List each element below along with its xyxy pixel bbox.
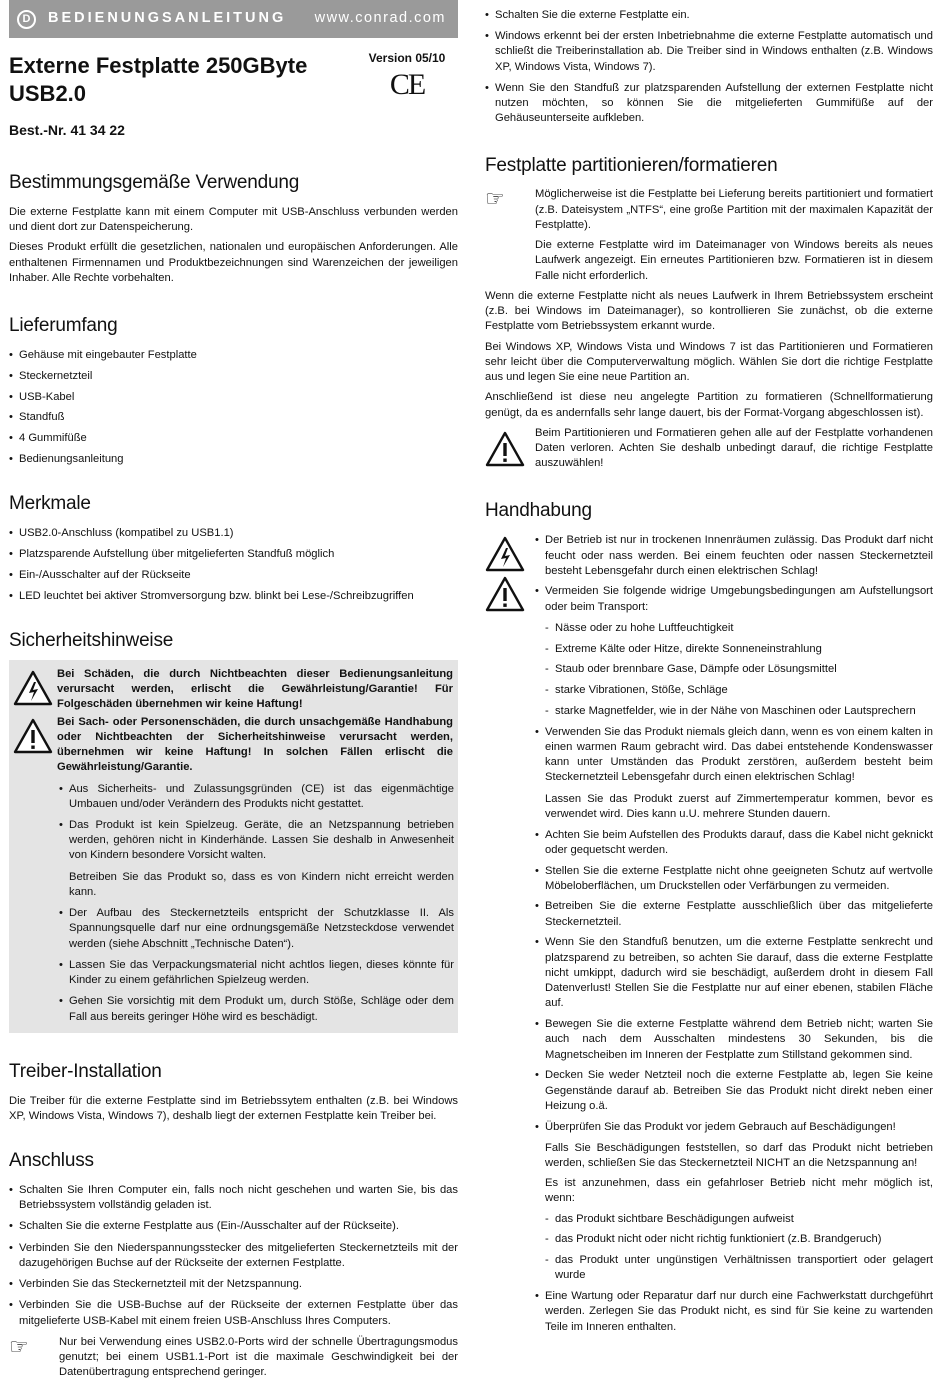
- left-column: [9, 0, 458, 1386]
- safety-list-wrap: [59, 782, 456, 1025]
- paragraph: Lassen Sie das Produkt zuerst auf Zimmertemperatur kommen, bevor es verwendet wird. Dies kann u.U. mehrere Stunden dauern.: [545, 792, 933, 820]
- list-item: • USB-Kabel: [9, 390, 458, 405]
- list-item: - Extreme Kälte oder Hitze, direkte Sonneneinstrahlung: [545, 642, 933, 657]
- header-title: BEDIENUNGSANLEITUNG: [48, 10, 287, 27]
- list-item: • Verwenden Sie das Produkt niemals gleich dann, wenn es von einem kalten in einen warmen Raum gebracht wird. Das dabei entstehende Kondenswasser kann unter Umständen das Produkt zerstören, außerdem besteht beim Steckernetzteil Lebensgefahr durch einen elektrischen Schlag! Lassen Sie das Produkt zuerst auf Zimmertemperatur kommen, bevor es verwendet wird. Dies kann u.U. mehrere Stunden dauern.: [535, 725, 933, 822]
- paragraph: Bei Windows XP, Windows Vista und Windows 7 ist das Partitionieren und Formatieren sehr leicht über die Computerverwaltung möglich. Wählen Sie dort die richtige Festplatte aus und legen Sie eine neue Partition an.: [485, 340, 933, 384]
- version-block: [362, 50, 452, 101]
- paragraph: Die externe Festplatte kann mit einem Computer mit USB-Anschluss verbunden werden und dient dort zur Datenspeicherung.: [9, 205, 458, 234]
- scope-list: [9, 348, 458, 467]
- list-item: • Decken Sie weder Netzteil noch die externe Festplatte ab, legen Sie keine Gegenstände darauf ab. Betreiben Sie das Produkt nicht direkt neben einer Heizung o.ä.: [535, 1068, 933, 1114]
- list-item: • Das Produkt ist kein Spielzeug. Geräte, die an Netzspannung betrieben werden, gehören nicht in Kinderhände. Lassen Sie deshalb in Anwesenheit von Kindern besondere Vorsicht walten. Betreiben Sie das Produkt so, dass es von Kindern nicht erreicht werden kann.: [59, 818, 454, 900]
- list-item: • USB2.0-Anschluss (kompatibel zu USB1.1): [9, 526, 458, 541]
- note-block: [485, 187, 933, 288]
- list-item: - das Produkt nicht oder nicht richtig funktioniert (z.B. Brandgeruch): [545, 1232, 933, 1247]
- heading-features: Merkmale: [9, 493, 91, 515]
- list-item: • Schalten Sie die externe Festplatte ein.: [485, 8, 933, 23]
- pointing-hand-icon: ☞: [9, 1333, 29, 1359]
- list-item: • Stellen Sie die externe Festplatte nicht ohne geeigneten Schutz auf wertvolle Möbeloberflächen, um Druckstellen oder Verfärbungen zu vermeiden.: [535, 864, 933, 894]
- heading-handling: Handhabung: [485, 500, 592, 522]
- connection-list-continued: [485, 8, 933, 127]
- list-item: • Schalten Sie Ihren Computer ein, falls noch nicht geschehen und warten Sie, bis das Betriebssystem vollständig geladen ist.: [9, 1183, 458, 1213]
- handling-icons: [485, 533, 535, 1340]
- note-block: [9, 1335, 458, 1386]
- electric-warning-icon: [485, 535, 525, 573]
- list-item: • Verbinden Sie die USB-Buchse auf der Rückseite der externen Festplatte über das mitgelieferte USB-Kabel mit einem freien USB-Anschluss Ihres Computers.: [9, 1298, 458, 1328]
- list-item: • Platzsparende Aufstellung über mitgelieferten Standfuß möglich: [9, 547, 458, 562]
- order-number: Best.-Nr. 41 34 22: [9, 122, 125, 138]
- list-item: • Bewegen Sie die externe Festplatte während dem Betrieb nicht; warten Sie auch nach dem Ausschalten mindestens 30 Sekunden, bis die Magnetscheiben im Inneren der Festplatte zum Stillstand gekommen sind.: [535, 1017, 933, 1063]
- heading-scope-of-delivery: Lieferumfang: [9, 315, 118, 337]
- list-item: • Bedienungsanleitung: [9, 452, 458, 467]
- handling-section: [485, 533, 933, 1340]
- heading-partition-format: Festplatte partitionieren/formatieren: [485, 154, 778, 176]
- warning-text: Bei Sach- oder Personenschäden, die durch unsachgemäße Handhabung oder Nichtbeachten der Sicherheitshinweise verursacht werden, übernehmen wir keine Haftung! In solchen Fällen erlischt die Gewährleistung/Garantie.: [57, 715, 453, 774]
- heading-intended-use: Bestimmungsgemäße Verwendung: [9, 172, 300, 194]
- list-item: • Überprüfen Sie das Produkt vor jedem Gebrauch auf Beschädigungen! Falls Sie Beschädigungen feststellen, so darf das Produkt nicht betrieben werden, schließen Sie das Steckernetzteil NICHT an die Netzspannung an! Es ist anzunehmen, dass ein gefahrloser Betrieb nicht mehr möglich ist, wenn: - das Produkt sichtbare Beschädigungen aufweist - das Produkt nicht oder nicht richtig funktioniert (z.B. Brandgeruch) - das Produkt unter ungünstigen Verhältnissen transportiert oder gelagert wurde: [535, 1120, 933, 1284]
- list-item: • Ein-/Ausschalter auf der Rückseite: [9, 568, 458, 583]
- list-item: • Achten Sie beim Aufstellen des Produkts darauf, dass die Kabel nicht geknickt oder gequetscht werden.: [535, 828, 933, 858]
- list-item: • Eine Wartung oder Reparatur darf nur durch eine Fachwerkstatt durchgeführt werden. Zerlegen Sie das Produkt nicht, es sind für Sie keine zu wartenden Teile im Inneren enthalten.: [535, 1289, 933, 1335]
- list-item: - Nässe oder zu hohe Luftfeuchtigkeit: [545, 621, 933, 636]
- heading-driver-installation: Treiber-Installation: [9, 1060, 162, 1082]
- safety-box: [9, 660, 458, 1033]
- conrad-logo-icon: D: [17, 10, 36, 29]
- heading-connection: Anschluss: [9, 1150, 94, 1172]
- paragraph: Falls Sie Beschädigungen feststellen, so darf das Produkt nicht betrieben werden, schließen Sie das Steckernetzteil NICHT an die Netzspannung an!: [545, 1141, 933, 1169]
- list-item: • Der Betrieb ist nur in trockenen Innenräumen zulässig. Das Produkt darf nicht feucht oder nass werden. Bei einem feuchten oder nassen Steckernetzteil besteht Lebensgefahr durch einen elektrischen Schlag!: [535, 533, 933, 579]
- damage-conditions-list: [545, 1212, 933, 1284]
- electric-warning-icon: [9, 667, 57, 713]
- ce-mark-icon: CE: [389, 68, 425, 102]
- list-item: - starke Vibrationen, Stöße, Schläge: [545, 683, 933, 698]
- safety-list: [59, 782, 454, 1025]
- exclamation-warning-icon: [485, 575, 525, 613]
- list-item: • Standfuß: [9, 410, 458, 425]
- list-item: • Gehäuse mit eingebauter Festplatte: [9, 348, 458, 363]
- list-item: - Staub oder brennbare Gase, Dämpfe oder Lösungsmittel: [545, 662, 933, 677]
- warning-row: [9, 667, 456, 713]
- pointing-hand-icon: ☞: [485, 186, 505, 212]
- paragraph: Die Treiber für die externe Festplatte sind im Betriebssytem enthalten (z.B. bei Windows XP, Windows Vista, Windows 7), deshalb liegt der externen Festplatte kein Treiber bei.: [9, 1094, 458, 1122]
- features-list: [9, 526, 458, 604]
- header-banner: [9, 0, 458, 38]
- list-item: • 4 Gummifüße: [9, 431, 458, 446]
- paragraph: Dieses Produkt erfüllt die gesetzlichen, nationalen und europäischen Anforderungen. Alle enthaltenen Firmennamen und Produktbezeichnungen sind Warenzeichen der jeweiligen Inhaber. Alle Rechte vorbehalten.: [9, 241, 458, 284]
- list-item: • Lassen Sie das Verpackungsmaterial nicht achtlos liegen, dieses könnte für Kinder zu einem gefährlichen Spielzeug werden.: [59, 958, 454, 988]
- connection-list: [9, 1183, 458, 1329]
- heading-safety: Sicherheitshinweise: [9, 629, 174, 651]
- paragraph: Betreiben Sie das Produkt so, dass es von Kindern nicht erreicht werden kann.: [69, 870, 454, 898]
- list-item: • Schalten Sie die externe Festplatte aus (Ein-/Ausschalter auf der Rückseite).: [9, 1219, 458, 1234]
- version-label: Version 05/10: [368, 51, 446, 65]
- list-item: - das Produkt sichtbare Beschädigungen aufweist: [545, 1212, 933, 1227]
- list-item: • Vermeiden Sie folgende widrige Umgebungsbedingungen am Aufstellungsort oder beim Transport: - Nässe oder zu hohe Luftfeuchtigkeit - Extreme Kälte oder Hitze, direkte Sonneneinstrahlung - Staub oder brennbare Gase, Dämpfe oder Lösungsmittel - starke Vibrationen, Stöße, Schläge - starke Magnetfelder, wie in der Nähe von Maschinen oder Lautsprechern: [535, 584, 933, 719]
- handling-list: [535, 533, 933, 1335]
- note-text: Nur bei Verwendung eines USB2.0-Ports wird der schnelle Übertragungsmodus genutzt; bei einem USB1.1-Port ist die maximale Geschwindigkeit bei der Datenübertragung entsprechend geringer.: [59, 1335, 458, 1379]
- list-item: • Wenn Sie den Standfuß zur platzsparenden Aufstellung der externen Festplatte nicht nutzen möchten, so können Sie die mitgelieferten Gummifüße auf der Gehäuseunterseite aufkleben.: [485, 81, 933, 127]
- list-item: • Wenn Sie den Standfuß benutzen, um die externe Festplatte senkrecht und platzsparend zu betreiben, so achten Sie darauf, dass die externe Festplatte nicht umkippt, dadurch wird sie beschädigt, außerdem droht in diesem Fall Datenverlust! Stellen Sie die Festplatte nur auf einer ebenen, stabilen Fläche auf.: [535, 935, 933, 1011]
- warning-text: Bei Schäden, die durch Nichtbeachten dieser Bedienungsanleitung verursacht werden, erlischt die Gewährleistung/Garantie! Für Folgeschäden übernehmen wir keine Haftung!: [57, 667, 453, 711]
- exclamation-warning-icon: [9, 715, 57, 761]
- list-item: • Verbinden Sie das Steckernetzteil mit der Netzspannung.: [9, 1277, 458, 1292]
- warning-text: Beim Partitionieren und Formatieren gehen alle auf der Festplatte vorhandenen Daten verloren. Achten Sie deshalb unbedingt darauf, die richtige Festplatte auszuwählen!: [535, 426, 933, 470]
- warning-row: [9, 715, 456, 776]
- right-column: [485, 8, 933, 1340]
- list-item: - starke Magnetfelder, wie in der Nähe von Maschinen oder Lautsprechern: [545, 704, 933, 719]
- header-url[interactable]: www.conrad.com: [314, 10, 446, 27]
- list-item: • Steckernetzteil: [9, 369, 458, 384]
- product-title: Externe Festplatte 250GByte USB2.0: [9, 53, 308, 107]
- product-header: [9, 52, 458, 112]
- conditions-list: [545, 621, 933, 719]
- warning-block: [485, 426, 933, 477]
- list-item: • LED leuchtet bei aktiver Stromversorgung bzw. blinkt bei Lese-/Schreibzugriffen: [9, 589, 458, 604]
- list-item: • Aus Sicherheits- und Zulassungsgründen (CE) ist das eigenmächtige Umbauen und/oder Verändern des Produkts nicht gestattet.: [59, 782, 454, 812]
- list-item: • Windows erkennt bei der ersten Inbetriebnahme die externe Festplatte automatisch und schließt die Treiberinstallation ab. Die Treiber sind in Windows enthalten (z.B. Windows XP, Windows Vista, Windows 7).: [485, 29, 933, 75]
- list-item: • Verbinden Sie den Niederspannungsstecker des mitgelieferten Steckernetzteils mit der dazugehörigen Buchse auf der Rückseite der externen Festplatte.: [9, 1241, 458, 1271]
- paragraph: Anschließend ist diese neu angelegte Partition zu formatieren (Schnellformatierung genügt, da es andernfalls sehr lange dauert, bis der Format-Vorgang abgeschlossen ist).: [485, 391, 933, 419]
- paragraph: Es ist anzunehmen, dass ein gefahrloser Betrieb nicht mehr möglich ist, wenn:: [545, 1177, 933, 1205]
- paragraph: Wenn die externe Festplatte nicht als neues Laufwerk in Ihrem Betriebssystem erscheint (z.B. bei Windows im Dateimanager), so kontrollieren Sie zunächst, ob die externe Festplatte vom Betriebssystem erkannt wurde.: [485, 289, 933, 333]
- note-text: Möglicherweise ist die Festplatte bei Lieferung bereits partitioniert und formatiert (z.B. Dateisystem „NTFS“, eine große Partition mit der maximalen Kapazität der Festplatte). Die externe Festplatte wird im Dateimanager von Windows bereits als neues Laufwerk angezeigt. Ein erneutes Partitionieren bzw. Formatieren ist in diesem Falle nicht erforderlich.: [535, 188, 933, 282]
- handling-list-wrap: [535, 533, 933, 1340]
- list-item: • Der Aufbau des Steckernetzteils entspricht der Schutzklasse II. Als Spannungsquelle darf nur eine ordnungsgemäße Netzsteckdose verwendet werden (siehe Abschnitt „Technische Daten“).: [59, 906, 454, 952]
- exclamation-warning-icon: [485, 426, 535, 472]
- list-item: - das Produkt unter ungünstigen Verhältnissen transportiert oder gelagert wurde: [545, 1253, 933, 1283]
- list-item: • Gehen Sie vorsichtig mit dem Produkt um, durch Stöße, Schläge oder dem Fall aus bereits geringer Höhe wird es beschädigt.: [59, 994, 454, 1024]
- list-item: • Betreiben Sie die externe Festplatte ausschließlich über das mitgelieferte Steckernetzteil.: [535, 899, 933, 929]
